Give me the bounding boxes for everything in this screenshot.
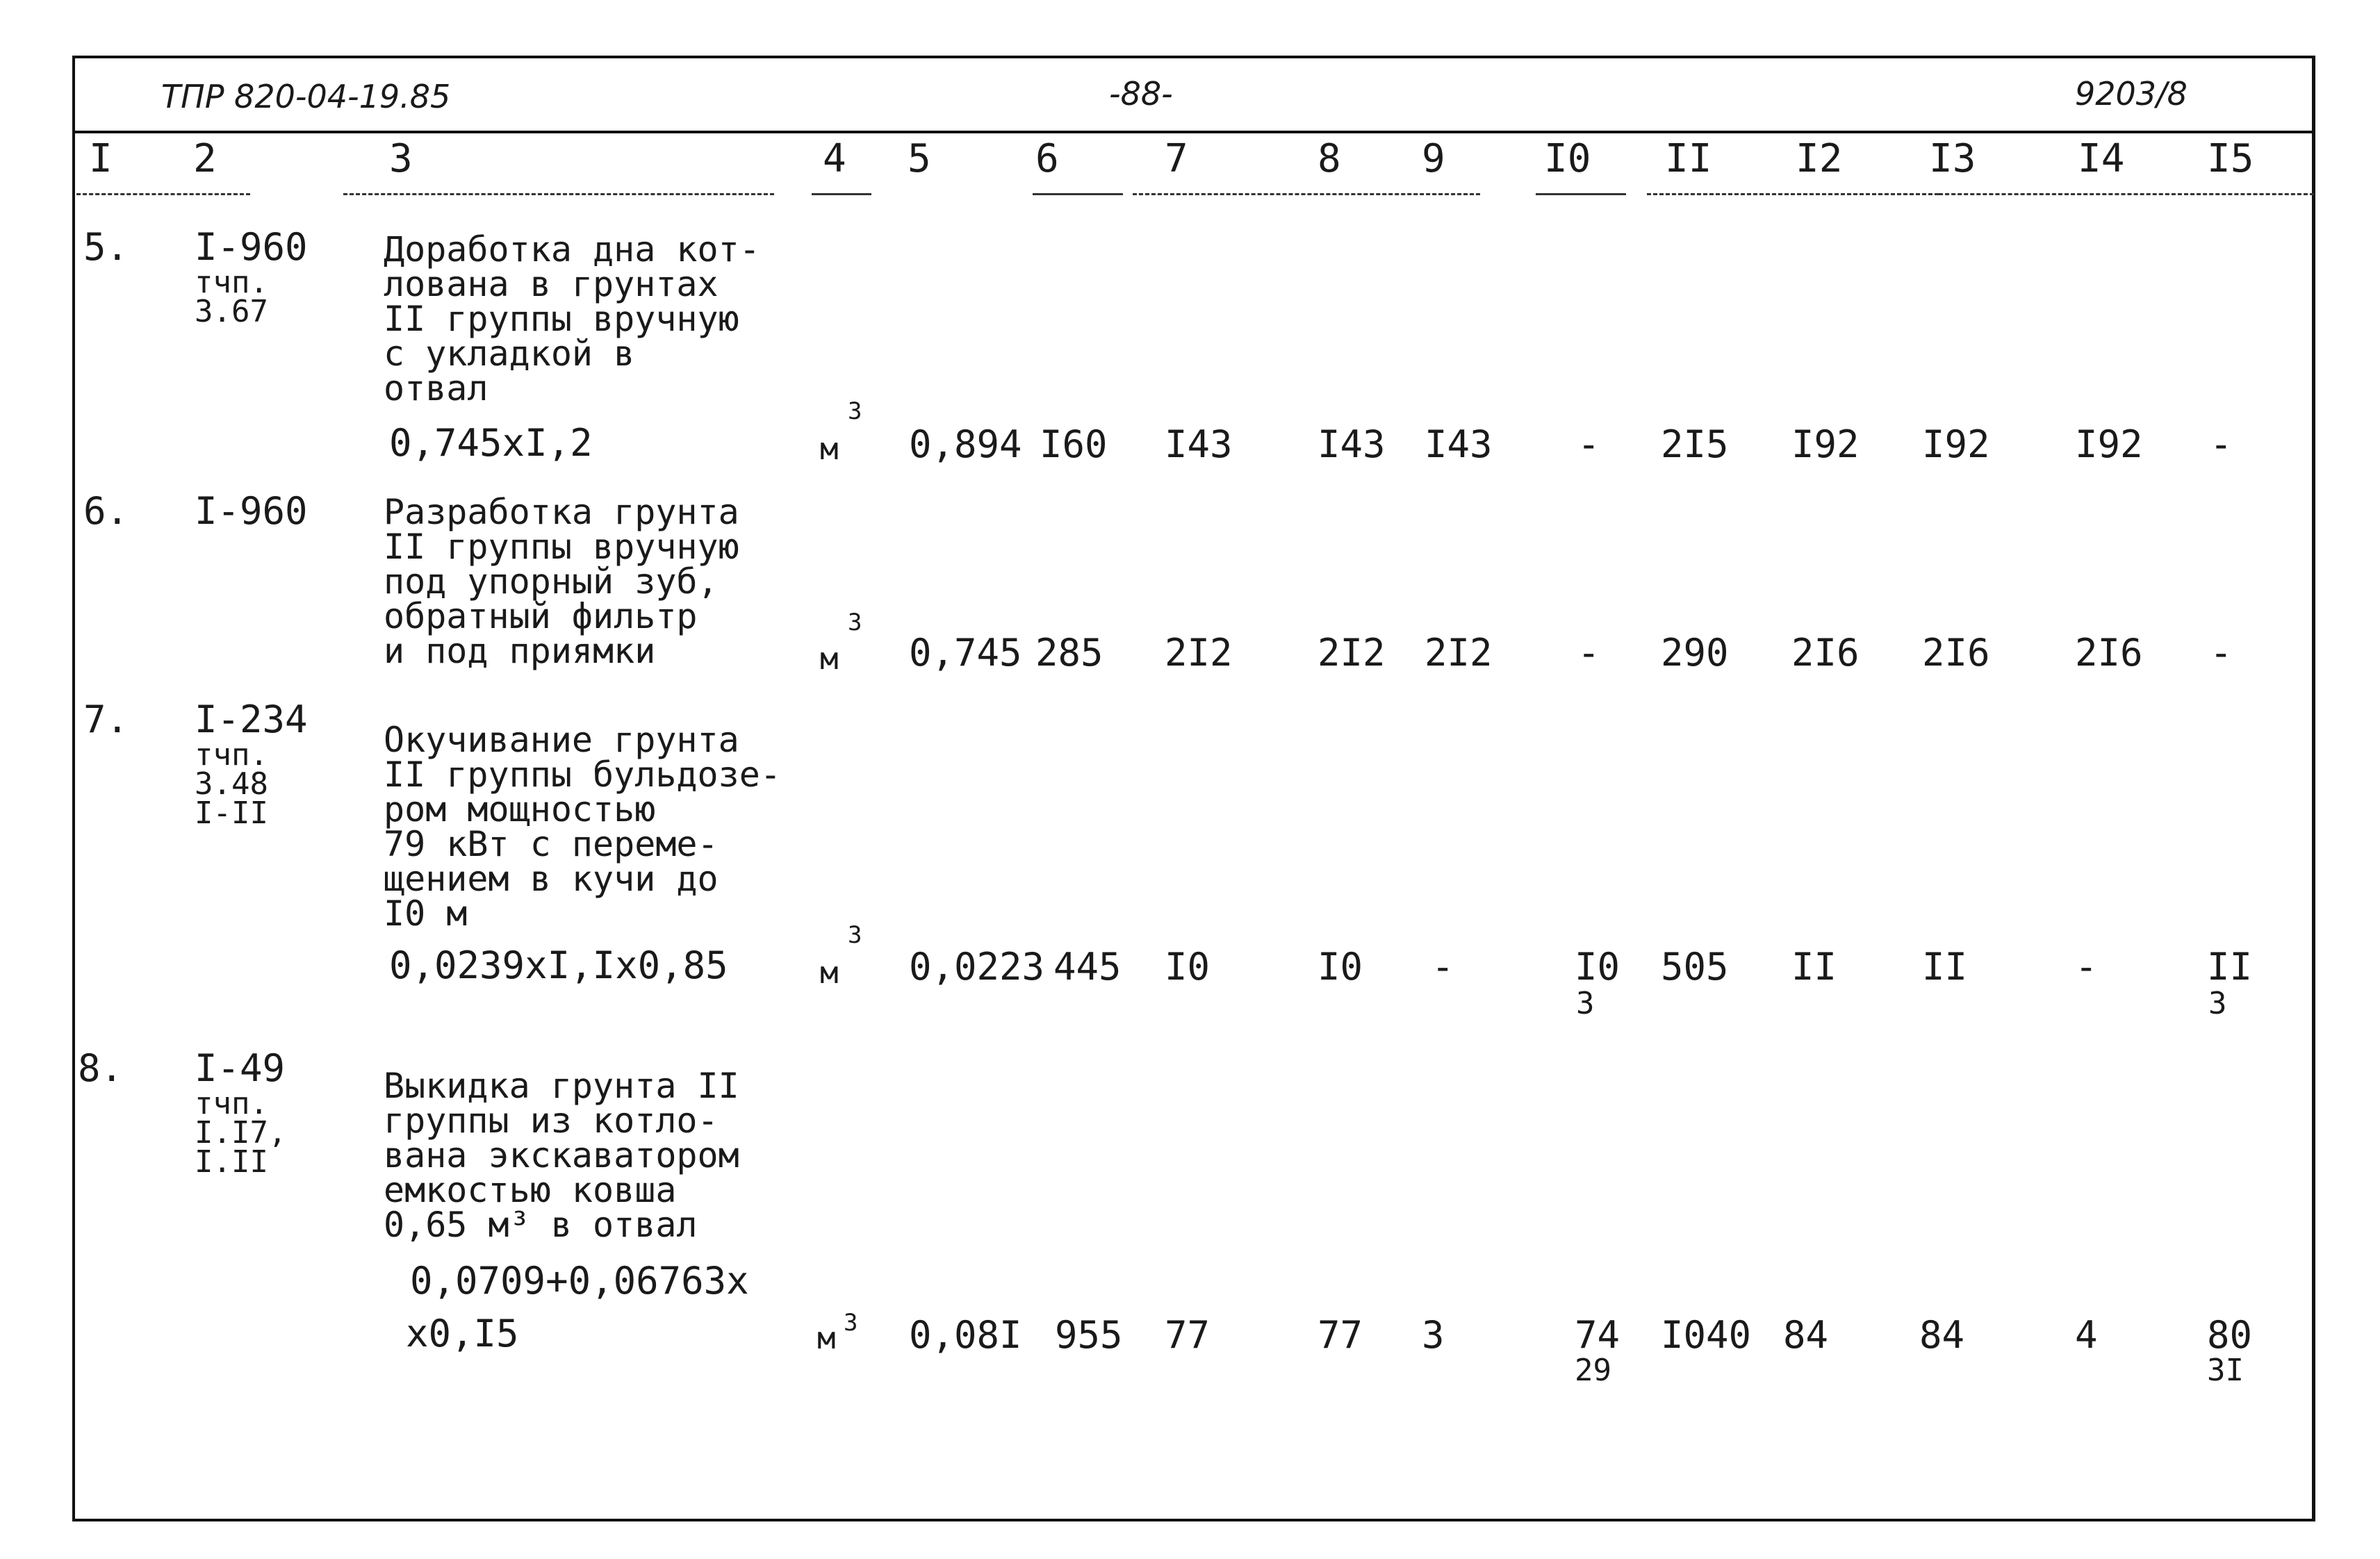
work-description: 79 кВт с переме- xyxy=(384,824,719,864)
header-underline xyxy=(343,193,774,195)
row-number: 8. xyxy=(78,1046,124,1090)
header-underline xyxy=(812,193,871,195)
work-description: Выкидка грунта II xyxy=(384,1066,739,1106)
value-col14: I92 xyxy=(2075,422,2143,466)
work-description: Окучивание грунта xyxy=(384,720,739,760)
header-underline xyxy=(1939,193,2314,195)
col-header-11: II xyxy=(1665,136,1712,181)
row-number: 5. xyxy=(83,225,129,269)
work-description: ром мощностью xyxy=(384,789,656,830)
value-col8: 77 xyxy=(1318,1313,1363,1357)
value-col13: II xyxy=(1922,945,1968,989)
col-header-6: 6 xyxy=(1035,136,1059,181)
value-col8: I43 xyxy=(1318,422,1386,466)
value-col15: 3I xyxy=(2207,1353,2244,1388)
norm-code: I-234 xyxy=(195,698,308,741)
header-underline xyxy=(1033,193,1123,195)
value-col10: I0 xyxy=(1575,945,1620,989)
work-description: 0,65 м³ в отвал xyxy=(384,1205,698,1245)
work-description: и под приямки xyxy=(384,631,656,671)
work-description: щением в кучи до xyxy=(384,859,719,899)
work-description: отвал xyxy=(384,368,489,409)
value-col9: 2I2 xyxy=(1425,631,1493,675)
col-header-12: I2 xyxy=(1796,136,1843,181)
norm-code: I-960 xyxy=(195,489,308,533)
value-col9: 3 xyxy=(1422,1313,1445,1357)
value-col15: - xyxy=(2210,422,2233,466)
value-col5: 0,0223 xyxy=(909,945,1045,989)
value-col13: 84 xyxy=(1919,1313,1965,1357)
unit: м xyxy=(820,431,839,467)
header-underline xyxy=(1133,193,1480,195)
norm-code: 3.48 xyxy=(195,766,268,802)
work-description: емкостью ковша xyxy=(384,1170,677,1210)
unit-superscript: 3 xyxy=(844,1309,858,1337)
volume-formula: x0,I5 xyxy=(406,1312,519,1355)
work-description: Разработка грунта xyxy=(384,492,739,532)
value-col5: 0,894 xyxy=(909,422,1022,466)
value-col6: 445 xyxy=(1053,945,1122,989)
work-description: II группы бульдозе- xyxy=(384,754,781,795)
col-header-14: I4 xyxy=(2078,136,2125,181)
col-header-7: 7 xyxy=(1165,136,1188,181)
value-col15: - xyxy=(2210,631,2233,675)
col-header-3: 3 xyxy=(389,136,413,181)
volume-formula: 0,745xI,2 xyxy=(389,421,593,465)
value-col12: 84 xyxy=(1783,1313,1829,1357)
value-col10: 3 xyxy=(1576,986,1595,1021)
value-col6: I60 xyxy=(1040,422,1108,466)
value-col12: I92 xyxy=(1791,422,1860,466)
norm-code: I.II xyxy=(195,1144,268,1180)
doc-code: ТПР 820-04-19.85 xyxy=(161,78,451,115)
norm-code: 3.67 xyxy=(195,294,268,329)
unit-superscript: 3 xyxy=(848,397,862,425)
work-description: с укладкой в xyxy=(384,333,635,374)
col-header-4: 4 xyxy=(823,136,846,181)
value-col12: 2I6 xyxy=(1791,631,1860,675)
work-description: под упорный зуб, xyxy=(384,561,719,602)
col-header-2: 2 xyxy=(193,136,217,181)
value-col14: 2I6 xyxy=(2075,631,2143,675)
value-col14: 4 xyxy=(2075,1313,2098,1357)
value-col9: - xyxy=(1431,945,1454,989)
col-header-8: 8 xyxy=(1318,136,1341,181)
value-col11: 2I5 xyxy=(1661,422,1729,466)
work-description: группы из котло- xyxy=(384,1100,719,1141)
sheet-code: 9203/8 xyxy=(2075,75,2188,113)
volume-formula: 0,0239xI,Ix0,85 xyxy=(389,943,728,987)
value-col13: I92 xyxy=(1922,422,1990,466)
value-col15: 80 xyxy=(2207,1313,2253,1357)
value-col5: 0,745 xyxy=(909,631,1022,675)
value-col15: 3 xyxy=(2208,986,2227,1021)
value-col15: II xyxy=(2207,945,2253,989)
value-col7: I0 xyxy=(1165,945,1210,989)
value-col11: 505 xyxy=(1661,945,1729,989)
col-header-9: 9 xyxy=(1422,136,1445,181)
value-col5: 0,08I xyxy=(909,1313,1022,1357)
norm-code: I-49 xyxy=(195,1046,286,1090)
value-col10: - xyxy=(1577,631,1600,675)
col-header-1: I xyxy=(89,136,113,181)
value-col12: II xyxy=(1791,945,1837,989)
header-rule xyxy=(72,131,2315,133)
col-header-5: 5 xyxy=(908,136,931,181)
value-col7: 77 xyxy=(1165,1313,1210,1357)
unit-superscript: 3 xyxy=(848,609,862,636)
col-header-15: I5 xyxy=(2207,136,2254,181)
norm-code: тчп. xyxy=(195,265,268,300)
value-col6: 955 xyxy=(1055,1313,1123,1357)
work-description: II группы вручную xyxy=(384,299,739,339)
work-description: вана экскаватором xyxy=(384,1135,739,1176)
value-col13: 2I6 xyxy=(1922,631,1990,675)
header-underline xyxy=(76,193,250,195)
col-header-10: I0 xyxy=(1544,136,1591,181)
value-col7: I43 xyxy=(1165,422,1233,466)
value-col10: 74 xyxy=(1575,1313,1620,1357)
value-col11: I040 xyxy=(1661,1313,1752,1357)
volume-formula: 0,0709+0,06763x xyxy=(410,1259,749,1303)
work-description: I0 м xyxy=(384,893,468,934)
col-header-13: I3 xyxy=(1929,136,1976,181)
work-description: II группы вручную xyxy=(384,527,739,567)
unit-superscript: 3 xyxy=(848,921,862,949)
value-col7: 2I2 xyxy=(1165,631,1233,675)
value-col8: 2I2 xyxy=(1318,631,1386,675)
norm-code: тчп. xyxy=(195,1086,268,1121)
unit: м xyxy=(820,955,839,991)
header-underline xyxy=(1647,193,1939,195)
row-number: 7. xyxy=(83,698,129,741)
unit: м xyxy=(817,1321,836,1356)
header-underline xyxy=(1536,193,1626,195)
norm-code: I.I7, xyxy=(195,1115,287,1150)
value-col6: 285 xyxy=(1035,631,1103,675)
work-description: обратный фильтр xyxy=(384,596,698,636)
norm-code: I-II xyxy=(195,795,268,831)
page-number: -88- xyxy=(1109,75,1173,113)
value-col10: - xyxy=(1577,422,1600,466)
work-description: Доработка дна кот- xyxy=(384,229,760,270)
value-col8: I0 xyxy=(1318,945,1363,989)
norm-code: тчп. xyxy=(195,737,268,773)
value-col14: - xyxy=(2075,945,2098,989)
unit: м xyxy=(820,641,839,677)
row-number: 6. xyxy=(83,489,129,533)
value-col11: 290 xyxy=(1661,631,1729,675)
value-col10: 29 xyxy=(1575,1353,1611,1388)
norm-code: I-960 xyxy=(195,225,308,269)
value-col9: I43 xyxy=(1425,422,1493,466)
work-description: лована в грунтах xyxy=(384,264,719,304)
